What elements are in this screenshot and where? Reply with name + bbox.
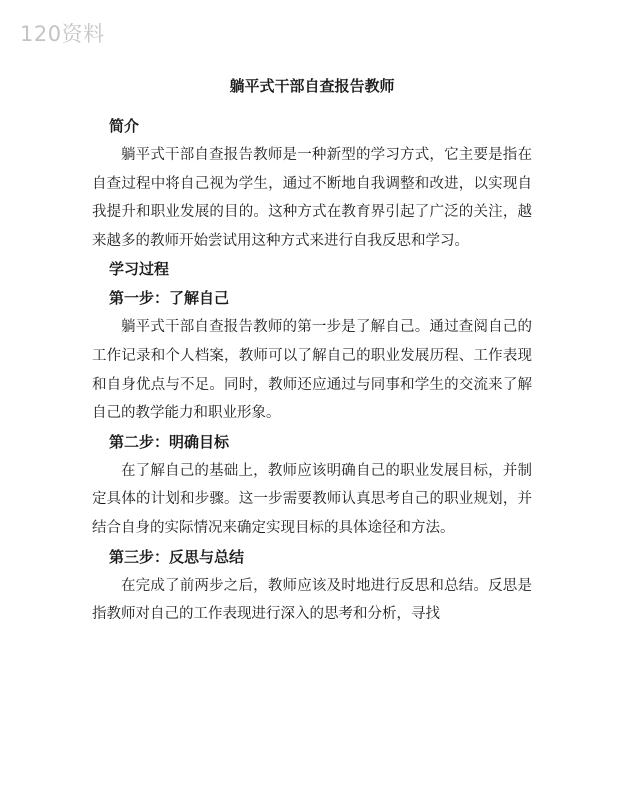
paragraph-step-3: 在完成了前两步之后，教师应该及时地进行反思和总结。反思是指教师对自己的工作表现进行深入的思考和分析，寻找 — [92, 577, 532, 623]
step-heading-2: 第二步：明确目标 — [109, 432, 230, 451]
watermark-logo: 120资料 — [20, 22, 105, 46]
section-heading-learning-process: 学习过程 — [109, 260, 170, 279]
section-heading-intro: 简介 — [109, 117, 140, 135]
step-heading-3: 第三步：反思与总结 — [109, 547, 245, 566]
paragraph-step-1: 躺平式干部自查报告教师的第一步是了解自己。通过查阅自己的工作记录和个人档案，教师可以了解自己的职业发展历程、工作表现和自身优点与不足。同时，教师还应通过与同事和学生的交流来了解自己的教学能力和职业形象。 — [92, 319, 532, 422]
step-heading-1: 第一步：了解自己 — [109, 289, 230, 308]
document-title: 躺平式干部自查报告教师 — [229, 77, 395, 95]
paragraph-intro: 躺平式干部自查报告教师是一种新型的学习方式，它主要是指在自查过程中将自己视为学生，通过不断地自我调整和改进，以实现自我提升和职业发展的目的。这种方式在教育界引起了广泛的关注，越来越多的教师开始尝试用这种方式来进行自我反思和学习。 — [92, 147, 532, 249]
document-page — [92, 74, 532, 629]
paragraph-step-2: 在了解自己的基础上，教师应该明确自己的职业发展目标，并制定具体的计划和步骤。这一步需要教师认真思考自己的职业规划，并结合自身的实际情况来确定实现目标的具体途径和方法。 — [92, 462, 532, 536]
